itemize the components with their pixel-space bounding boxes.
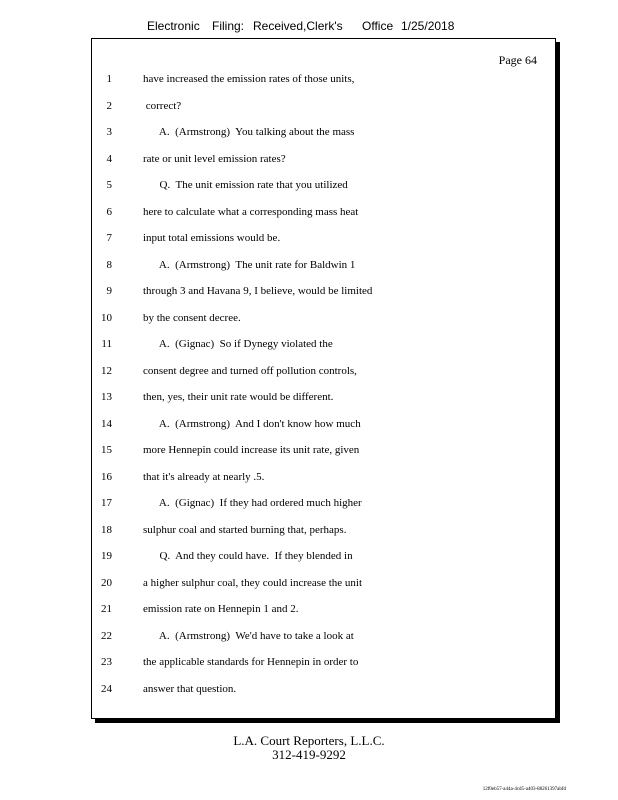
transcript-line xyxy=(92,497,555,513)
line-number: 10 xyxy=(101,312,112,324)
filing-stamp-header xyxy=(0,19,618,37)
line-number: 14 xyxy=(101,418,112,430)
line-text: the applicable standards for Hennepin in order to xyxy=(143,656,359,668)
line-number: 18 xyxy=(101,524,112,536)
line-number: 8 xyxy=(106,259,112,271)
header-office: Office xyxy=(362,19,394,33)
transcript-line xyxy=(92,391,555,407)
line-number: 22 xyxy=(101,630,112,642)
transcript-line xyxy=(92,126,555,142)
line-text: consent degree and turned off pollution controls, xyxy=(143,365,357,377)
transcript-line xyxy=(92,100,555,116)
line-text: here to calculate what a corresponding mass heat xyxy=(143,206,359,218)
line-number: 13 xyxy=(101,391,112,403)
line-text: a higher sulphur coal, they could increase the unit xyxy=(143,577,363,589)
line-text: correct? xyxy=(143,100,182,112)
transcript-line xyxy=(92,656,555,672)
line-number: 21 xyxy=(101,603,112,615)
transcript-line xyxy=(92,683,555,699)
line-number: 15 xyxy=(101,444,112,456)
line-text: have increased the emission rates of those units, xyxy=(143,73,355,85)
line-text: A. (Armstrong) And I don't know how much xyxy=(143,418,361,430)
line-number: 23 xyxy=(101,656,112,668)
transcript-line xyxy=(92,444,555,460)
footer-company: L.A. Court Reporters, L.L.C. xyxy=(233,733,385,748)
line-number: 1 xyxy=(106,73,112,85)
line-number: 12 xyxy=(101,365,112,377)
line-text: input total emissions would be. xyxy=(143,232,281,244)
line-text: Q. And they could have. If they blended in xyxy=(143,550,353,562)
transcript-line xyxy=(92,232,555,248)
transcript-line xyxy=(92,179,555,195)
line-text: that it's already at nearly .5. xyxy=(143,471,265,483)
line-text: A. (Gignac) So if Dynegy violated the xyxy=(143,338,333,350)
line-text: then, yes, their unit rate would be different. xyxy=(143,391,334,403)
line-number: 2 xyxy=(106,100,112,112)
page-number: Page 64 xyxy=(498,53,537,67)
line-text: more Hennepin could increase its unit rate, given xyxy=(143,444,360,456)
header-filing: Filing: xyxy=(212,19,245,33)
transcript-line xyxy=(92,365,555,381)
transcript-line xyxy=(92,285,555,301)
line-text: emission rate on Hennepin 1 and 2. xyxy=(143,603,299,615)
line-text: rate or unit level emission rates? xyxy=(143,153,286,165)
line-text: through 3 and Havana 9, I believe, would be limited xyxy=(143,285,373,297)
transcript-line xyxy=(92,338,555,354)
line-text: by the consent decree. xyxy=(143,312,241,324)
line-number: 17 xyxy=(101,497,112,509)
footer-phone: 312-419-9292 xyxy=(272,747,346,762)
line-text: Q. The unit emission rate that you utilized xyxy=(143,179,348,191)
transcript-line xyxy=(92,603,555,619)
header-electronic: Electronic xyxy=(147,19,200,33)
line-number: 19 xyxy=(101,550,112,562)
transcript-page xyxy=(91,38,556,719)
line-number: 16 xyxy=(101,471,112,483)
line-number: 7 xyxy=(106,232,112,244)
line-number: 6 xyxy=(106,206,112,218)
transcript-line xyxy=(92,418,555,434)
line-text: A. (Armstrong) We'd have to take a look at xyxy=(143,630,354,642)
line-number: 20 xyxy=(101,577,112,589)
line-text: sulphur coal and started burning that, perhaps. xyxy=(143,524,347,536)
line-number: 11 xyxy=(101,338,112,350)
transcript-line xyxy=(92,471,555,487)
transcript-line xyxy=(92,259,555,275)
document-id: 12f0eb57-a44a-4cd5-a403-88261397abfd xyxy=(482,787,566,792)
line-text: A. (Armstrong) The unit rate for Baldwin 1 xyxy=(143,259,356,271)
transcript-line xyxy=(92,73,555,89)
line-number: 3 xyxy=(106,126,112,138)
transcript-line xyxy=(92,550,555,566)
line-number: 5 xyxy=(106,179,112,191)
line-number: 4 xyxy=(106,153,112,165)
transcript-line xyxy=(92,312,555,328)
transcript-line xyxy=(92,630,555,646)
header-date: 1/25/2018 xyxy=(401,19,455,33)
header-received-clerk: Received,Clerk's xyxy=(253,19,343,33)
transcript-line xyxy=(92,577,555,593)
transcript-line xyxy=(92,153,555,169)
transcript-line xyxy=(92,524,555,540)
line-number: 9 xyxy=(106,285,112,297)
line-text: A. (Gignac) If they had ordered much higher xyxy=(143,497,362,509)
transcript-line xyxy=(92,206,555,222)
line-number: 24 xyxy=(101,683,112,695)
line-text: A. (Armstrong) You talking about the mass xyxy=(143,126,355,138)
line-text: answer that question. xyxy=(143,683,237,695)
